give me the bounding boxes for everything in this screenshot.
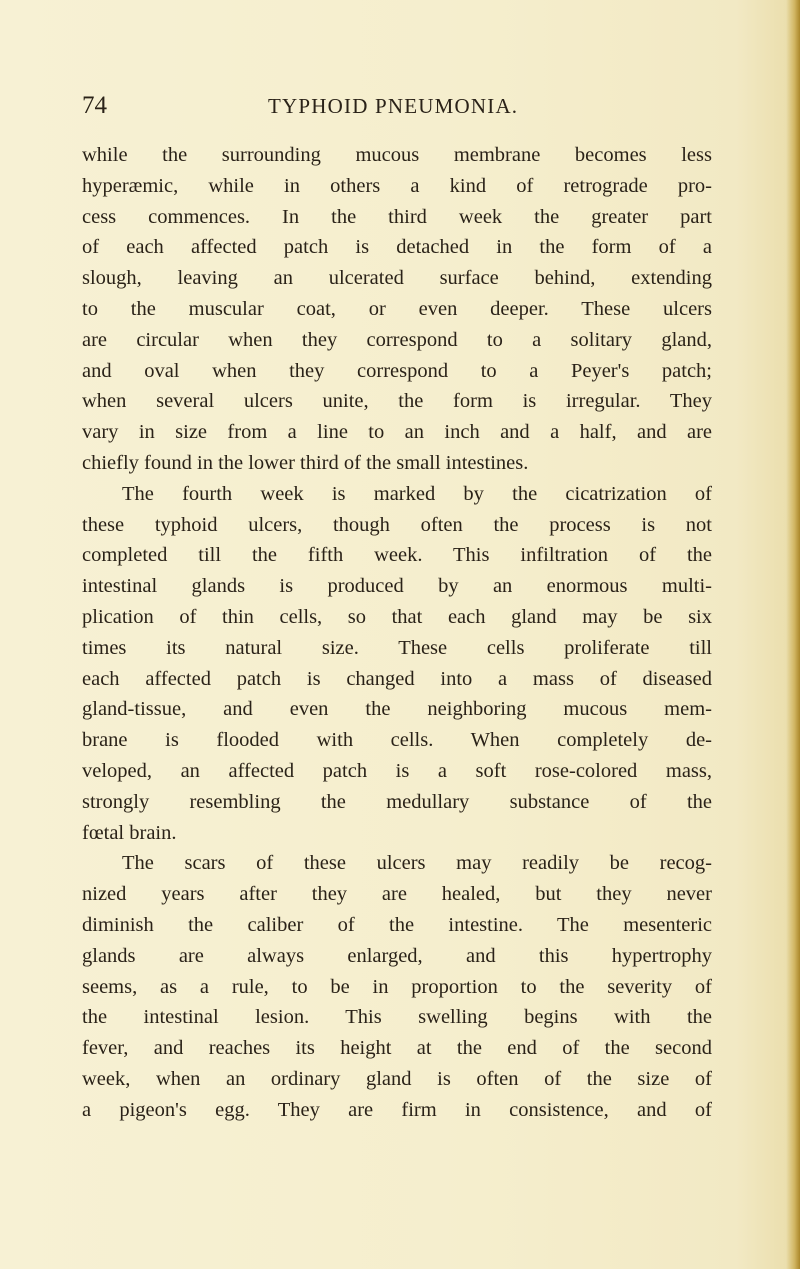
text-line: The scars of these ulcers may readily be recog- <box>122 852 712 875</box>
running-head: TYPHOID PNEUMONIA. <box>268 94 519 118</box>
text-line: gland-tissue, and even the neighboring mucous mem- <box>82 698 712 721</box>
text-line: seems, as a rule, to be in proportion to the severity of <box>82 975 712 998</box>
text-line: times its natural size. These cells proliferate till <box>82 636 712 659</box>
text-line: week, when an ordinary gland is often of the size of <box>82 1067 712 1090</box>
text-line: intestinal glands is produced by an enormous multi- <box>82 575 712 598</box>
text-line: a pigeon's egg. They are firm in consistence, and of <box>82 1098 712 1121</box>
text-line: slough, leaving an ulcerated surface behind, extending <box>82 267 712 290</box>
text-line: chiefly found in the lower third of the small intestines. <box>82 451 529 474</box>
text-line: brane is flooded with cells. When completely de- <box>82 729 712 752</box>
text-line: cess commences. In the third week the greater part <box>82 205 712 228</box>
text-line: nized years after they are healed, but they never <box>82 883 712 906</box>
page-edge-shadow <box>786 0 800 1269</box>
text-line: of each affected patch is detached in the form of a <box>82 236 712 259</box>
text-line: plication of thin cells, so that each gland may be six <box>82 605 712 628</box>
text-line: completed till the fifth week. This infiltration of the <box>82 544 712 567</box>
body-text <box>82 140 712 1126</box>
text-line: fœtal brain. <box>82 821 177 844</box>
text-line: to the muscular coat, or even deeper. These ulcers <box>82 297 712 320</box>
text-line: each affected patch is changed into a mass of diseased <box>82 667 712 690</box>
text-line: veloped, an affected patch is a soft rose-colored mass, <box>82 759 712 782</box>
text-line: while the surrounding mucous membrane becomes less <box>82 144 712 166</box>
text-line: vary in size from a line to an inch and a half, and are <box>82 421 712 444</box>
text-line: when several ulcers unite, the form is irregular. They <box>82 390 712 413</box>
page-header <box>80 92 720 124</box>
text-line: the intestinal lesion. This swelling begins with the <box>82 1006 712 1029</box>
text-line: strongly resembling the medullary substance of the <box>82 790 712 813</box>
text-line: The fourth week is marked by the cicatrization of <box>122 482 712 505</box>
page-number: 74 <box>82 92 107 119</box>
text-line: and oval when they correspond to a Peyer's patch; <box>82 359 712 382</box>
text-line: are circular when they correspond to a solitary gland, <box>82 328 712 351</box>
text-line: glands are always enlarged, and this hypertrophy <box>82 944 712 967</box>
text-line: hyperæmic, while in others a kind of retrograde pro- <box>82 174 712 197</box>
text-line: these typhoid ulcers, though often the process is not <box>82 513 712 536</box>
text-line: diminish the caliber of the intestine. The mesenteric <box>82 913 712 936</box>
text-line: fever, and reaches its height at the end of the second <box>82 1037 712 1060</box>
